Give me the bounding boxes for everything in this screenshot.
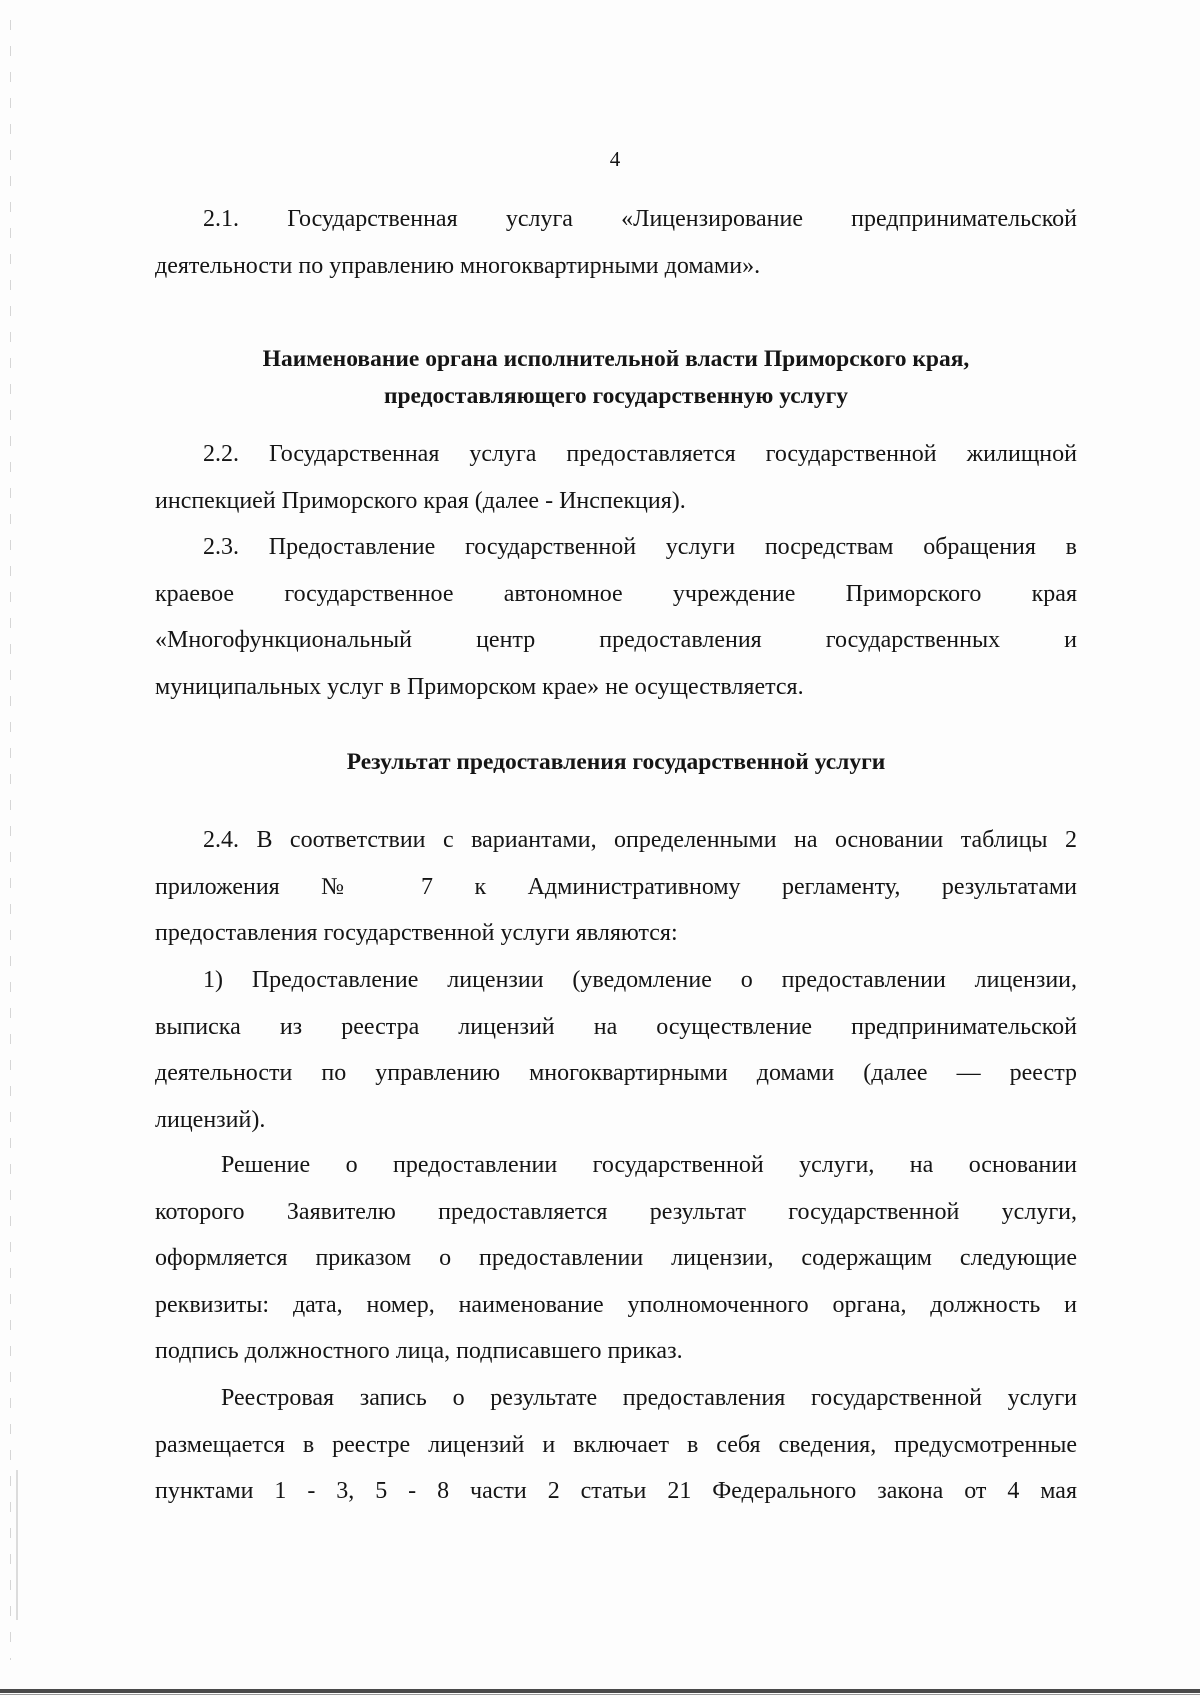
page-number: 4 xyxy=(609,147,621,171)
text-line: 2.4. В соответствии с вариантами, определенными на основании таблицы 2 xyxy=(203,827,1077,853)
section-heading-result xyxy=(155,744,1077,781)
text-line: 2.1. Государственная услуга «Лицензирование предпринимательской xyxy=(203,206,1077,232)
paragraph-decision xyxy=(155,1142,1077,1375)
text-line: оформляется приказом о предоставлении лицензии, содержащим следующие xyxy=(155,1245,1077,1271)
text-line: краевое государственное автономное учреждение Приморского края xyxy=(155,580,1077,607)
text-line: которого Заявителю предоставляется результат государственной услуги, xyxy=(155,1198,1077,1225)
heading-line: предоставляющего государственную услугу xyxy=(383,383,849,409)
paragraph-2-4 xyxy=(155,817,1077,957)
scan-edge-mark xyxy=(10,20,11,1660)
text-line: муниципальных услуг в Приморском крае» не осуществляется. xyxy=(155,673,804,700)
text-line: размещается в реестре лицензий и включает в себя сведения, предусмотренные xyxy=(155,1431,1077,1458)
text-line: предоставления государственной услуги являются: xyxy=(155,920,678,946)
paragraph-2-3 xyxy=(155,524,1077,710)
text-line: лицензий). xyxy=(155,1106,266,1133)
page-bottom-border xyxy=(0,1694,1200,1695)
text-line: пунктами 1 - 3, 5 - 8 части 2 статьи 21 Федерального закона от 4 мая xyxy=(155,1478,1077,1504)
scan-edge-mark xyxy=(16,1470,18,1620)
page-bottom-border xyxy=(0,1689,1200,1693)
text-line: 2.3. Предоставление государственной услуги посредствам обращения в xyxy=(203,534,1077,560)
paragraph-2-2 xyxy=(155,431,1077,524)
text-line: Реестровая запись о результате предоставления государственной услуги xyxy=(221,1385,1077,1411)
paragraph-registry xyxy=(155,1375,1077,1515)
list-item-1 xyxy=(155,957,1077,1143)
text-line: приложения № 7 к Административному регламенту, результатами xyxy=(155,873,1077,900)
heading-line: Наименование органа исполнительной власти Приморского края, xyxy=(262,346,970,372)
heading-line: Результат предоставления государственной услуги xyxy=(346,749,886,775)
text-line: Решение о предоставлении государственной услуги, на основании xyxy=(221,1152,1077,1178)
text-line: деятельности по управлению многоквартирными домами (далее — реестр xyxy=(155,1060,1077,1086)
text-line: «Многофункциональный центр предоставления государственных и xyxy=(155,627,1077,653)
text-line: деятельности по управлению многоквартирными домами». xyxy=(155,252,761,279)
text-line: 2.2. Государственная услуга предоставляется государственной жилищной xyxy=(203,441,1077,467)
paragraph-2-1 xyxy=(155,196,1077,289)
text-line: подпись должностного лица, подписавшего приказ. xyxy=(155,1338,683,1364)
text-line: инспекцией Приморского края (далее - Инспекция). xyxy=(155,487,686,514)
text-line: выписка из реестра лицензий на осуществление предпринимательской xyxy=(155,1013,1077,1040)
text-line: 1) Предоставление лицензии (уведомление о предоставлении лицензии, xyxy=(203,967,1077,993)
section-heading-authority xyxy=(155,341,1077,415)
text-line: реквизиты: дата, номер, наименование уполномоченного органа, должность и xyxy=(155,1291,1077,1318)
